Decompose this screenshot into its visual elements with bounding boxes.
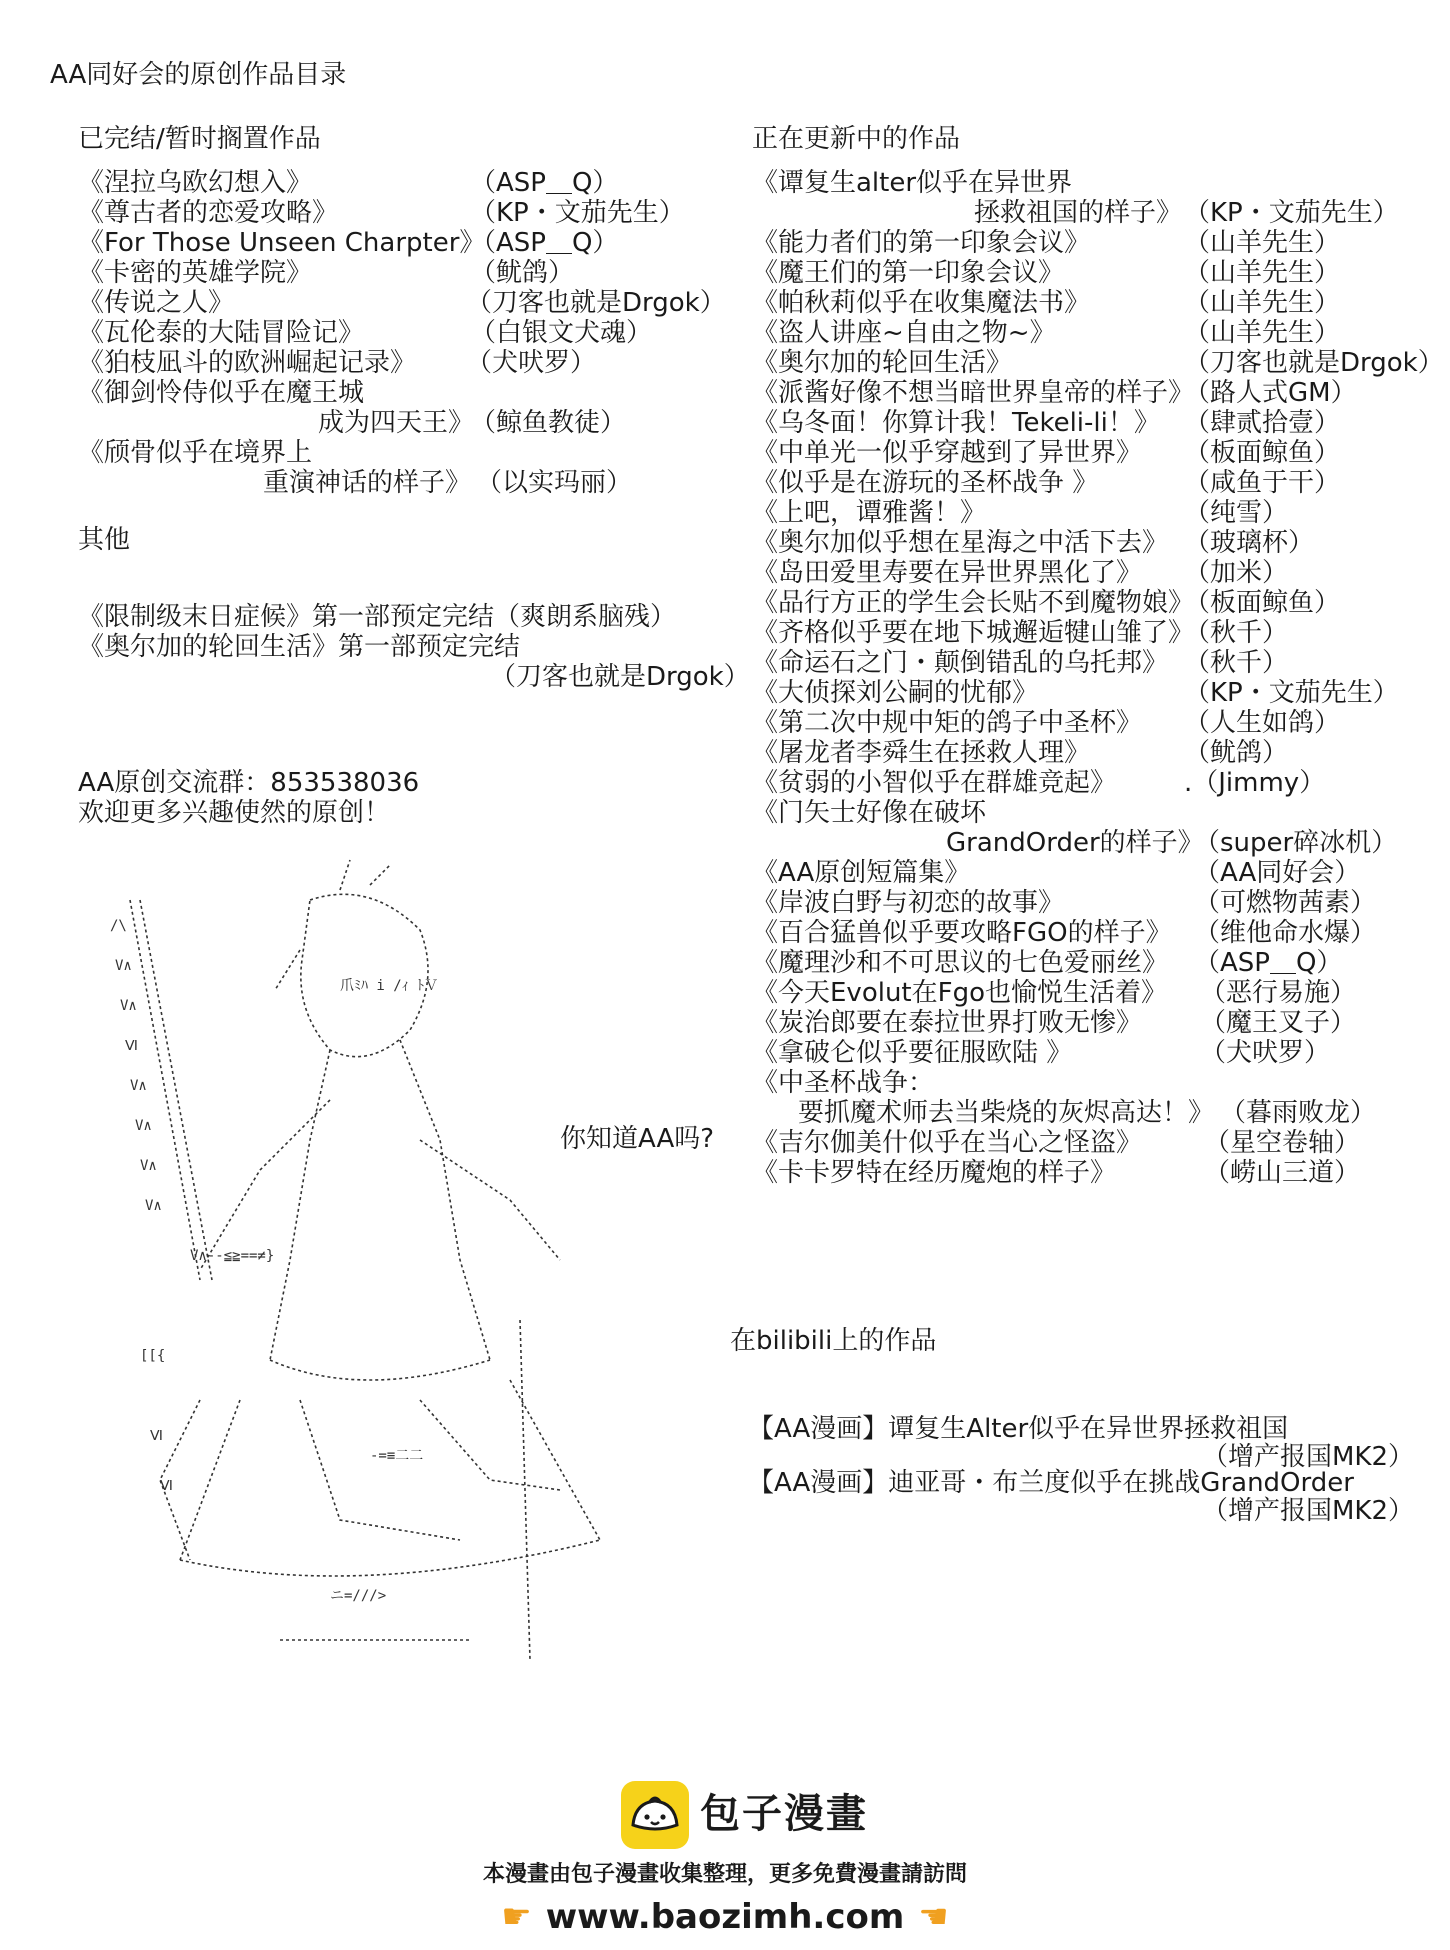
list-item (752, 1128, 1412, 1158)
work-author: （纯雪） (1184, 498, 1289, 528)
work-title: 《帕秋莉似乎在收集魔法书》 (752, 288, 1091, 318)
other-author: （刀客也就是Drgok） (490, 662, 750, 692)
work-title: 《今天Evolut在Fgo也愉悦生活着》 (752, 978, 1167, 1008)
work-title: 《奥尔加似乎想在星海之中活下去》 (752, 528, 1169, 558)
work-author: （加米） (1184, 558, 1289, 588)
work-author: （暮雨败龙） (1220, 1098, 1377, 1128)
svg-text:V∧: V∧ (140, 1158, 157, 1174)
work-author: （犬吠罗） (466, 348, 597, 378)
list-item (752, 918, 1412, 948)
work-title: 《门矢士好像在破坏 (752, 798, 987, 828)
svg-text:V∧: V∧ (120, 998, 137, 1014)
work-author: （山羊先生） (1184, 288, 1341, 318)
list-item (752, 768, 1412, 798)
work-author: （山羊先生） (1184, 318, 1341, 348)
list-item (752, 618, 1412, 648)
work-title-cont: GrandOrder的样子》 (946, 828, 1204, 858)
list-item (752, 288, 1412, 318)
list-item (752, 978, 1412, 1008)
ascii-art-figure (40, 840, 700, 1690)
svg-text:Ⅵ: Ⅵ (125, 1038, 138, 1054)
work-author: （KP・文茄先生） (1184, 678, 1399, 708)
work-title: 《似乎是在游玩的圣杯战争 》 (752, 468, 1099, 498)
work-author: （恶行易施） (1200, 978, 1357, 1008)
work-author: （白银文犬魂） (470, 318, 653, 348)
work-title: 《中圣杯战争： (752, 1068, 935, 1098)
work-author: （路人式GM） (1184, 378, 1357, 408)
work-author: （鲸鱼教徒） (470, 408, 627, 438)
svg-text:V∧: V∧ (130, 1078, 147, 1094)
baozi-logo-icon (621, 1781, 689, 1849)
work-title: 《岸波白野与初恋的故事》 (752, 888, 1065, 918)
work-author: （super碎冰机） (1194, 828, 1398, 858)
work-author: （板面鲸鱼） (1184, 438, 1341, 468)
list-item (752, 648, 1412, 678)
list-item (78, 318, 718, 348)
list-item (752, 888, 1412, 918)
work-title: 《岛田爱里寿要在异世界黑化了》 (752, 558, 1143, 588)
work-title: 《拿破仑似乎要征服欧陆 》 (752, 1038, 1073, 1068)
work-author: （ASP＿Q） (470, 168, 619, 198)
work-author: （刀客也就是Drgok） (466, 288, 726, 318)
work-title: 《炭治郎要在泰拉世界打败无惨》 (752, 1008, 1143, 1038)
work-author: （以实玛丽） (476, 468, 633, 498)
svg-text:V∧: V∧ (115, 958, 132, 974)
work-title: 《颀骨似乎在境界上 (78, 438, 313, 468)
work-title-cont: 拯救祖国的样子》 (974, 198, 1183, 228)
footer-url-row (0, 1894, 1450, 1940)
work-author: （人生如鸽） (1184, 708, 1341, 738)
work-title: 《御剑怜侍似乎在魔王城 (78, 378, 365, 408)
work-author: （秋千） (1184, 648, 1289, 678)
work-author: （ASP＿Q） (1194, 948, 1343, 978)
list-item (752, 498, 1412, 528)
list-item (78, 258, 718, 288)
list-item (752, 1038, 1412, 1068)
work-title: 《大侦探刘公嗣的忧郁》 (752, 678, 1039, 708)
work-title: 《第二次中规中矩的鸽子中圣杯》 (752, 708, 1143, 738)
work-title: 《狛枝凪斗的欧洲崛起记录》 (78, 348, 417, 378)
list-item (752, 1068, 1412, 1128)
work-author: （鱿鸽） (1184, 738, 1289, 768)
list-item (78, 378, 718, 438)
svg-text:Ⅵ: Ⅵ (150, 1428, 163, 1444)
work-title: 《卡密的英雄学院》 (78, 258, 313, 288)
pointing-left-icon: ☚ (918, 1897, 949, 1937)
bilibili-item-author: （增产报国MK2） (1202, 1442, 1415, 1472)
work-author: （KP・文茄先生） (470, 198, 685, 228)
footer-url[interactable]: www.baozimh.com (545, 1897, 905, 1937)
work-author: （玻璃杯） (1184, 528, 1315, 558)
work-author: （鱿鸽） (470, 258, 575, 288)
svg-text:/\: /\ (110, 918, 127, 934)
bilibili-item-title: 【AA漫画】迪亚哥・布兰度似乎在挑战GrandOrder (748, 1468, 1354, 1498)
list-item (752, 528, 1412, 558)
list-item (752, 588, 1412, 618)
list-item (752, 408, 1412, 438)
work-title: 《贫弱的小智似乎在群雄竞起》 (752, 768, 1117, 798)
list-item (78, 198, 718, 228)
work-author: （山羊先生） (1184, 258, 1341, 288)
work-title: 《盗人讲座~自由之物~》 (752, 318, 1056, 348)
work-title: 《奥尔加的轮回生活》 (752, 348, 1013, 378)
work-author: .（Jimmy） (1184, 768, 1326, 798)
footer-note: 本漫畫由包子漫畫收集整理，更多免費漫畫請訪問 (482, 1862, 967, 1887)
work-author: （崂山三道） (1204, 1158, 1361, 1188)
work-title: 《AA原创短篇集》 (752, 858, 971, 888)
list-item (752, 708, 1412, 738)
work-title: 《瓦伦泰的大陆冒险记》 (78, 318, 365, 348)
work-title-cont: 要抓魔术师去当柴烧的灰烬高达！》 (798, 1098, 1215, 1128)
list-item (752, 738, 1412, 768)
work-title: 《能力者们的第一印象会议》 (752, 228, 1091, 258)
group-number: AA原创交流群：853538036 (78, 768, 420, 798)
updating-heading: 正在更新中的作品 (752, 124, 961, 154)
footer-brand: 包子漫畫 (700, 1791, 868, 1837)
work-title: 《魔王们的第一印象会议》 (752, 258, 1065, 288)
list-item (752, 438, 1412, 468)
svg-text:Ⅵ: Ⅵ (160, 1478, 173, 1494)
work-author: （KP・文茄先生） (1184, 198, 1399, 228)
list-item (78, 168, 718, 198)
bilibili-heading: 在bilibili上的作品 (730, 1326, 937, 1356)
work-author: （可燃物茜素） (1194, 888, 1377, 918)
work-author: （板面鲸鱼） (1184, 588, 1341, 618)
aa-question: 你知道AA吗? (560, 1124, 715, 1154)
other-heading: 其他 (78, 525, 131, 555)
page-title: AA同好会的原创作品目录 (50, 60, 347, 90)
pointing-right-icon: ☛ (501, 1897, 532, 1937)
work-title: 《尊古者的恋爱攻略》 (78, 198, 339, 228)
list-item (752, 318, 1412, 348)
work-author: （AA同好会） (1194, 858, 1361, 888)
bilibili-item-author: （增产报国MK2） (1202, 1496, 1415, 1526)
list-item (752, 468, 1412, 498)
list-item (752, 228, 1412, 258)
list-item (752, 378, 1412, 408)
list-item (78, 228, 718, 258)
work-author: （山羊先生） (1184, 228, 1341, 258)
list-item (752, 678, 1412, 708)
work-author: （维他命水爆） (1194, 918, 1377, 948)
work-title: 《品行方正的学生会长贴不到魔物娘》 (752, 588, 1195, 618)
list-item (752, 558, 1412, 588)
svg-text:V∧--≦≧==≠}: V∧--≦≧==≠} (190, 1248, 275, 1264)
list-item (752, 798, 1412, 858)
svg-text:ニ=///>: ニ=///> (330, 1588, 387, 1604)
work-author: （秋千） (1184, 618, 1289, 648)
bilibili-item-title: 【AA漫画】谭复生Alter似乎在异世界拯救祖国 (748, 1414, 1289, 1444)
svg-text:爪ﾐﾊ i /ｨ ﾄＶ: 爪ﾐﾊ i /ｨ ﾄＶ (340, 978, 439, 994)
work-title: 《For Those Unseen Charpter》 (78, 228, 486, 258)
work-title-cont: 成为四天王》 (318, 408, 475, 438)
list-item (78, 348, 718, 378)
work-title: 《卡卡罗特在经历魔炮的样子》 (752, 1158, 1117, 1188)
list-item (752, 348, 1444, 378)
svg-text:[[{: [[{ (140, 1348, 166, 1364)
list-item (752, 948, 1412, 978)
work-title: 《上吧，谭雅酱！》 (752, 498, 987, 528)
list-item (752, 1008, 1412, 1038)
list-item (752, 858, 1412, 888)
svg-text:V∧: V∧ (135, 1118, 152, 1134)
work-title: 《齐格似乎要在地下城邂逅犍山雏了》 (752, 618, 1195, 648)
work-author: （犬吠罗） (1200, 1038, 1331, 1068)
work-author: （魔王叉子） (1200, 1008, 1357, 1038)
work-author: （星空卷轴） (1204, 1128, 1361, 1158)
work-title: 《屠龙者李舜生在拯救人理》 (752, 738, 1091, 768)
work-title: 《谭复生alter似乎在异世界 (752, 168, 1073, 198)
completed-heading: 已完结/暂时搁置作品 (78, 124, 321, 154)
work-title: 《涅拉乌欧幻想入》 (78, 168, 313, 198)
work-title: 《派酱好像不想当暗世界皇帝的样子》 (752, 378, 1195, 408)
work-author: （咸鱼于干） (1184, 468, 1341, 498)
list-item (752, 168, 1412, 228)
work-title: 《命运石之门・颠倒错乱的乌托邦》 (752, 648, 1169, 678)
work-title: 《魔理沙和不可思议的七色爱丽丝》 (752, 948, 1169, 978)
list-item (78, 438, 718, 498)
svg-text:V∧: V∧ (145, 1198, 162, 1214)
list-item (752, 1158, 1412, 1188)
work-title: 《吉尔伽美什似乎在当心之怪盗》 (752, 1128, 1143, 1158)
list-item (78, 288, 726, 318)
work-title: 《乌冬面！你算计我！Tekeli-li！》 (752, 408, 1160, 438)
other-line: 《奥尔加的轮回生活》第一部预定完结 (78, 632, 521, 662)
work-title: 《中单光一似乎穿越到了异世界》 (752, 438, 1143, 468)
work-title: 《传说之人》 (78, 288, 235, 318)
other-line: 《限制级末日症候》第一部预定完结（爽朗系脑残） (78, 602, 677, 632)
work-title-cont: 重演神话的样子》 (263, 468, 472, 498)
group-welcome: 欢迎更多兴趣使然的原创！ (78, 798, 391, 828)
work-title: 《百合猛兽似乎要攻略FGO的样子》 (752, 918, 1172, 948)
list-item (752, 258, 1412, 288)
work-author: （肆贰拾壹） (1184, 408, 1341, 438)
work-author: （刀客也就是Drgok） (1184, 348, 1444, 378)
work-author: （ASP＿Q） (470, 228, 619, 258)
svg-text:-=≡二二: -=≡二二 (370, 1448, 424, 1464)
